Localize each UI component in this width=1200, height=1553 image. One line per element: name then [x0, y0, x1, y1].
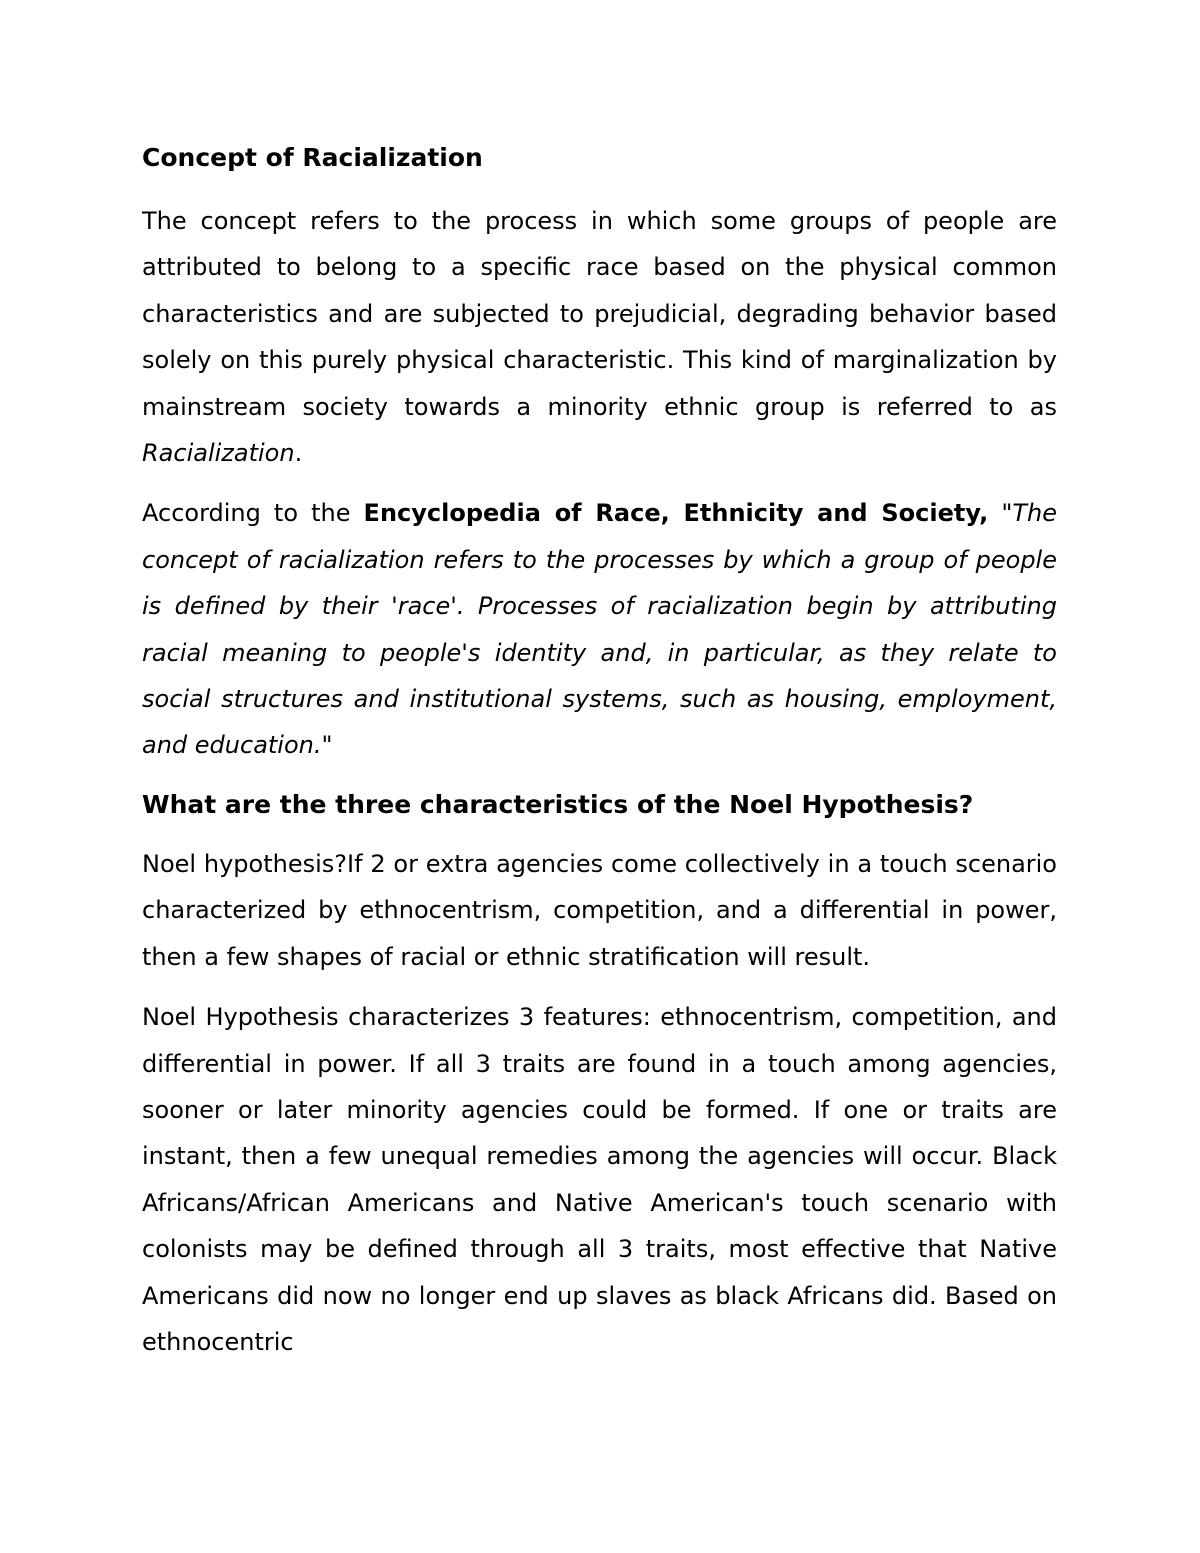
open-quote: " [988, 499, 1013, 528]
paragraph-noel-definition: Noel hypothesis?If 2 or extra agencies come collectively in a touch scenario characterized by ethnocentrism, competition, and a differential in power, then a few shapes of racial or ethnic stratification will result. [142, 849, 1057, 971]
source-title: Encyclopedia of Race, Ethnicity and Society, [363, 499, 989, 528]
paragraph-definition-text: The concept refers to the process in which some groups of people are attributed to belong to a specific race based on the physical common characteristics and are subjected to prejudicial, degrading behavior based solely on this purely physical characteristic. This kind of marginalization by mainstream society towards a minority ethnic group is referred to as [142, 207, 1057, 421]
section-heading-noel: What are the three characteristics of the Noel Hypothesis? [142, 789, 974, 819]
paragraph-noel-features: Noel Hypothesis characterizes 3 features: ethnocentrism, competition, and differential in power. If all 3 traits are found in a touch among agencies, sooner or later minority agencies could be formed. If one or traits are instant, then a few unequal remedies among the agencies will occur. Black Africans/African Americans and Native American's touch scenario with colonists may be defined through all 3 traits, most effective that Native Americans did now no longer end up slaves as black Africans did. Based on ethnocentric [142, 1003, 1057, 1356]
close-quote: " [321, 731, 333, 760]
paragraph-definition-end: . [294, 439, 303, 468]
quote-text: The concept of racialization refers to the processes by which a group of people is defined by their 'race'. Processes of racialization begin by attributing racial meaning to people's identity and, in particular, as they relate to social structures and institutional systems, such as housing, employment, and education. [142, 499, 1058, 760]
paragraph-definition [142, 198, 1057, 476]
quote-lead: According to the [142, 499, 364, 528]
document-page [142, 138, 1057, 1379]
document-title: Concept of Racialization [142, 143, 483, 172]
paragraph-encyclopedia-quote [142, 490, 1057, 768]
racialization-term: Racialization [142, 439, 295, 468]
